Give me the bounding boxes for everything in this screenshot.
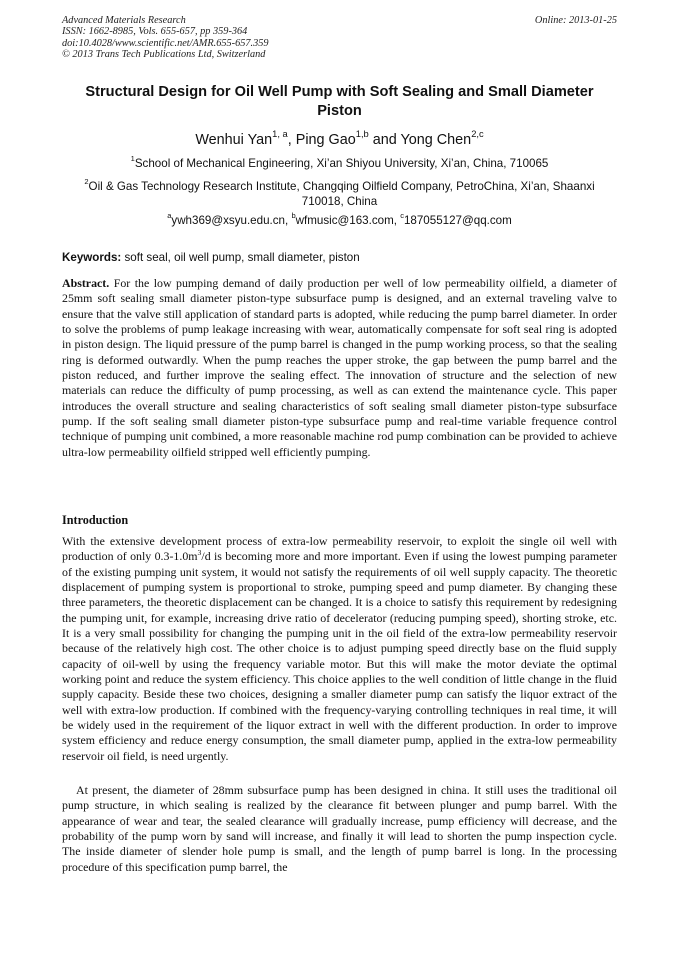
abstract <box>62 276 617 460</box>
author-name: Yong Chen <box>400 132 472 148</box>
journal-name: Advanced Materials Research <box>62 15 186 26</box>
author-emails <box>62 213 617 228</box>
affiliation-text: Oil & Gas Technology Research Institute, Changqing Oilfield Company, PetroChina, Xi’an, Shaanxi 710018, China <box>88 180 595 208</box>
email-address: 187055127@qq.com <box>403 214 512 227</box>
journal-header <box>62 15 617 60</box>
abstract-text: For the low pumping demand of daily production per well of low permeability oilfield, a diameter of 25mm soft sealing small diameter piston-type subsurface pump is designed, and an external traveling valve to ensure that the valve still application of standard parts is adopted, while reducing the pump barrel diameter. In order to solve the problems of pump leakage increasing with wear, automatically compensate for soft seal ring is adopted in piston design. The liquid pressure of the pump barrel is changed in the pump working process, so that the sealing ring is deformed outwardly. When the pump reaches the upper stroke, the gap between the pump barrel and the piston reduced, and further improve the sealing effect. The innovation of structure and the selection of new materials can reduce the difficulty of pump processing, as well as can extend the maintenance cycle. This paper introduces the overall structure and sealing characteristics of soft sealing small diameter piston-type subsurface pump. If the soft sealing small diameter piston-type subsurface pump and real-time variable frequence control technique of pumping unit combined, a more reasonable machine rod pump combination can be provided to achieve ultra-low permeability oilfield stripped well efficiently pumping. <box>62 276 617 459</box>
affiliation-2 <box>62 179 617 209</box>
unit-superscript: 3 <box>197 548 202 558</box>
paragraph-text: /d is becoming more and more important. Even if using the lowest pumping parameter of the existing pumping unit system, it would not satisfy the requirements of oil well supply capacity. The theoretic displacement of pumping system is proportional to stroke, pumping speed and pump diameter. By changing these three parameters, the theoretic displacement can be changed. It is a choice to satisfy this requirement by redesigning the pumping unit, for example, increasing drive ratio of decelerator (reducing pumping speed), shorting stroke, etc. It is a very small possibility for changing the pumping unit in the oil field of the extra-low permeability reservoir because of the relatively high cost. The other choice is to adjust pumping speed directly base on the fluid supply capacity of oil-well by using the frequency variable motor. But this will make the motor deviate the optimal working point and reduce the system efficiency. This choice applies to the well condition of little change in the fluid supply capacity. Beside these two choices, designing a smaller diameter pump can satisfy the liquor extract of the well with extra-low production. If combined with the frequency-varying controlling techniques in real time, it will be widely used in the requirement of the liquor extract in well with the different production. In order to improve system efficiency and reduce energy consumption, the small diameter pump, applied in the extra-low permeability reservoir oil field, is need urgently. <box>62 549 617 763</box>
email-address: ywh369@xsyu.edu.cn, <box>171 214 292 227</box>
author-affiliation-mark: 1, a <box>272 128 288 139</box>
copyright-line: © 2013 Trans Tech Publications Ltd, Switzerland <box>62 48 266 60</box>
keywords-text: soft seal, oil well pump, small diameter, piston <box>121 251 360 264</box>
issn-line: ISSN: 1662-8985, Vols. 655-657, pp 359-364 <box>62 26 248 38</box>
author-separator: , <box>287 132 296 148</box>
keywords <box>62 250 617 265</box>
author-affiliation-mark: 2,c <box>471 128 484 139</box>
affiliation-mark: 2 <box>84 177 89 187</box>
email-mark: b <box>291 211 296 221</box>
abstract-label: Abstract. <box>62 276 110 290</box>
paragraph-text: With the extensive development process of extra-low permeability reservoir, to exploit the single oil well with production of only 0.3-1.0m <box>62 534 617 564</box>
email-mark: a <box>167 211 172 221</box>
author-separator: and <box>368 132 401 148</box>
affiliation-mark: 1 <box>130 154 135 164</box>
introduction-paragraph-1 <box>62 534 617 764</box>
author-list <box>62 128 617 149</box>
doi-line: doi:10.4028/www.scientific.net/AMR.655-657.359 <box>62 37 269 49</box>
author-affiliation-mark: 1,b <box>355 128 369 139</box>
introduction-paragraph-2: At present, the diameter of 28mm subsurface pump has been designed in china. It still uses the traditional oil pump structure, in which sealing is realized by the clearance fit between plunger and pump barrel. With the appearance of wear and tear, the sealed clearance will gradually increase, pump efficiency will decrease, and the probability of the pump worn by sand will increase, and finally it will lead to shorten the pump inspection cycle. The inside diameter of slender hole pump is small, and the length of pump barrel is long. In the processing procedure of this specification pump barrel, the <box>62 783 617 874</box>
keywords-label: Keywords: <box>62 251 122 264</box>
author-name: Wenhui Yan <box>195 132 273 148</box>
affiliation-1 <box>62 156 617 171</box>
online-date: Online: 2013-01-25 <box>534 15 617 26</box>
affiliation-text: School of Mechanical Engineering, Xi’an Shiyou University, Xi’an, China, 710065 <box>134 157 549 170</box>
paper-title: Structural Design for Oil Well Pump with Soft Sealing and Small Diameter Piston <box>85 84 594 119</box>
section-heading-introduction: Introduction <box>62 513 129 527</box>
author-name: Ping Gao <box>295 132 356 148</box>
email-address: wfmusic@163.com, <box>295 214 401 227</box>
email-mark: c <box>400 211 404 221</box>
